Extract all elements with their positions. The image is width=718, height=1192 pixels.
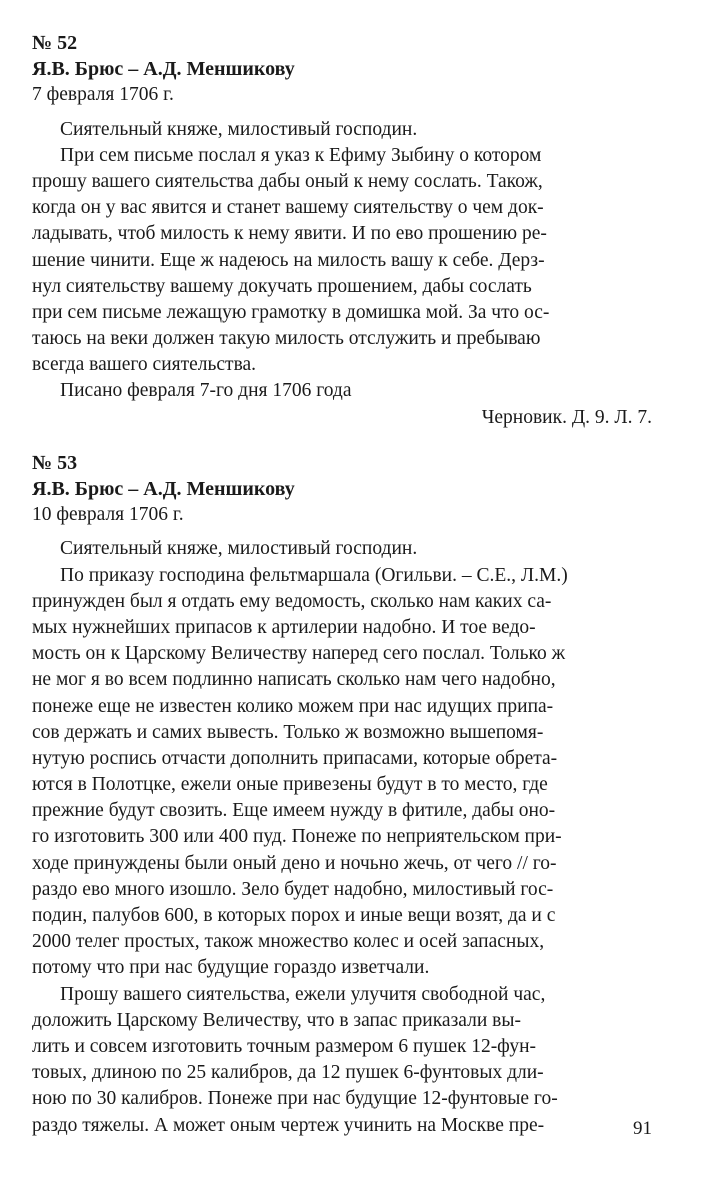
text-line: Сиятельный княже, милостивый господин. bbox=[60, 538, 418, 560]
text-line: нутую роспись отчасти дополнить припасами, которые обрета- bbox=[32, 747, 558, 769]
text-line: при сем письме лежащую грамотку в домишка мой. За что ос- bbox=[32, 301, 550, 323]
text-line: мых нужнейших припасов к артилерии надобно. И тое ведо- bbox=[32, 616, 536, 638]
text-line: доложить Царскому Величеству, что в запас приказали вы- bbox=[32, 1009, 521, 1031]
text-line: понеже еще не известен колико можем при нас идущих припа- bbox=[32, 695, 554, 717]
text-line: потому что при нас будущие гораздо изветчали. bbox=[32, 957, 430, 979]
text-line: Сиятельный княже, милостивый господин. bbox=[60, 118, 418, 140]
doc53-text bbox=[32, 536, 652, 1138]
text-line: раздо тяжелы. А может оным чертеж учинить на Москве пре- bbox=[32, 1114, 545, 1136]
text-line: мость он к Царскому Величеству наперед сего послал. Только ж bbox=[32, 643, 566, 665]
text-line: ладывать, чтоб милость к нему явити. И по ево прошению ре- bbox=[32, 223, 547, 245]
text-line: ются в Полотцке, ежели оные привезены будут в то место, где bbox=[32, 774, 548, 796]
text-line: 2000 телег простых, також множество колес и осей запасных, bbox=[32, 931, 545, 953]
doc52-text bbox=[32, 117, 652, 431]
text-line: прежние будут свозить. Еще имеем нужду в фитиле, дабы оно- bbox=[32, 800, 556, 822]
text-line: раздо ево много изошло. Зело будет надобно, милостивый гос- bbox=[32, 878, 554, 900]
text-line: го изготовить 300 или 400 пуд. Понеже по неприятельском при- bbox=[32, 826, 562, 848]
text-line: При сем письме послал я указ к Ефиму Зыбину о котором bbox=[60, 144, 542, 166]
doc-title: Я.В. Брюс – А.Д. Меншикову bbox=[32, 58, 295, 81]
doc-title: Я.В. Брюс – А.Д. Меншикову bbox=[32, 478, 295, 500]
doc-date: 7 февраля 1706 г. bbox=[32, 84, 174, 106]
text-line: лить и совсем изготовить точным размером 6 пушек 12-фун- bbox=[32, 1035, 537, 1057]
text-line: не мог я во всем подлинно написать сколько нам чего надобно, bbox=[32, 669, 556, 691]
text-line: прошу вашего сиятельства дабы оный к нему сослать. Також, bbox=[32, 170, 543, 192]
text-line: Писано февраля 7-го дня 1706 года bbox=[60, 380, 352, 402]
text-line: Прошу вашего сиятельства, ежели улучитя свободной час, bbox=[60, 983, 546, 1005]
text-line: принужден был я отдать ему ведомость, сколько нам каких са- bbox=[32, 590, 552, 612]
text-line: таюсь на веки должен такую милость отслужить и пребываю bbox=[32, 328, 541, 350]
text-line: шение чинити. Еще ж надеюсь на милость вашу к себе. Дерз- bbox=[32, 249, 545, 271]
text-line: сов держать и самих вывесть. Только ж возможно вышепомя- bbox=[32, 721, 544, 743]
doc-number: № 52 bbox=[32, 32, 78, 54]
page-body bbox=[32, 30, 652, 1139]
text-line: всегда вашего сиятельства. bbox=[32, 354, 257, 376]
text-line: когда он у вас явится и станет вашему сиятельству о чем док- bbox=[32, 197, 544, 219]
text-line: подин, палубов 600, в которых порох и иные вещи возят, да и с bbox=[32, 905, 556, 926]
source-note: Черновик. Д. 9. Л. 7. bbox=[481, 406, 652, 428]
text-line: ною по 30 калибров. Понеже при нас будущие 12-фунтовые го- bbox=[32, 1088, 558, 1110]
text-line: По приказу господина фельтмаршала (Огильви. – С.Е., Л.М.) bbox=[60, 564, 568, 586]
doc-number: № 53 bbox=[32, 451, 78, 474]
doc53-section bbox=[32, 450, 652, 1139]
text-line: ходе принуждены были оный дено и ночьно жечь, от чего // го- bbox=[32, 852, 557, 874]
page-number: 91 bbox=[633, 1118, 652, 1139]
doc-date: 10 февраля 1706 г. bbox=[32, 504, 184, 526]
text-line: нул сиятельству вашему докучать прошением, дабы сослать bbox=[32, 275, 532, 297]
text-line: товых, длиною по 25 калибров, да 12 пушек 6-фунтовых дли- bbox=[32, 1062, 544, 1084]
